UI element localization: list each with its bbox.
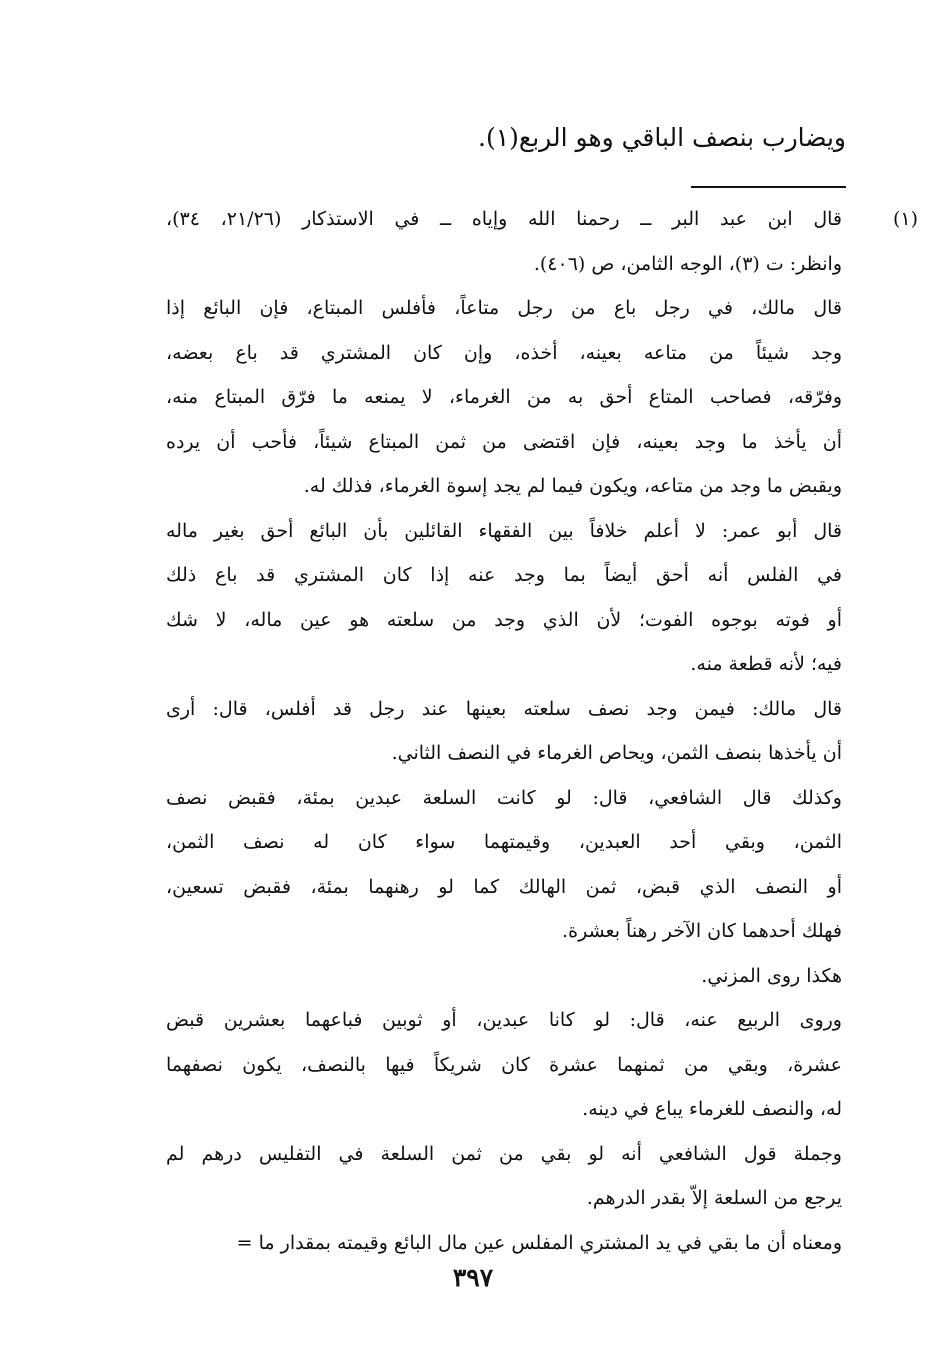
footnote-line: أو فوته بوجوه الفوت؛ لأن الذي وجد من سلعته هو عين ماله، لا شك (166, 608, 842, 631)
footnote-line: قال مالك: فيمن وجد نصف سلعته بعينها عند رجل قد أفلس، قال: أرى (166, 697, 842, 720)
footnote-block (166, 197, 918, 1265)
footnote-line: وفرّقه، فصاحب المتاع أحق به من الغرماء، لا يمنعه ما فرّق المبتاع منه، (166, 386, 842, 408)
footnote-line: وجد شيئاً من متاعه بعينه، أخذه، وإن كان المشتري قد باع بعضه، (166, 341, 842, 364)
footnote-line: فهلك أحدهما كان الآخر رهناً بعشرة. (562, 920, 842, 942)
footnote-line: في الفلس أنه أحق أيضاً بما وجد عنه إذا كان المشتري قد باع ذلك (166, 564, 842, 586)
footnote-line: وكذلك قال الشافعي، قال: لو كانت السلعة عبدين بمئة، فقبض نصف (166, 786, 842, 809)
footnote-line: ويقبض ما وجد من متاعه، ويكون فيما لم يجد إسوة الغرماء، فذلك له. (303, 475, 842, 497)
footnote-line: قال أبو عمر: لا أعلم خلافاً بين الفقهاء القائلين بأن البائع أحق بغير ماله (166, 519, 842, 542)
footnote-line: أن يأخذها بنصف الثمن، ويحاص الغرماء في النصف الثاني. (391, 742, 842, 764)
footnote-separator (691, 186, 846, 188)
footnote-line: له، والنصف للغرماء يباع في دينه. (582, 1098, 842, 1120)
footnote-line: أو النصف الذي قبض، ثمن الهالك كما لو رهنهما بمئة، فقبض تسعين، (166, 875, 842, 898)
footnote-line: وروى الربيع عنه، قال: لو كانا عبدين، أو ثوبين فباعهما بعشرين قبض (166, 1009, 842, 1031)
footnote-line: أن يأخذ ما وجد بعينه، فإن اقتضى من ثمن المبتاع شيئاً، فأحب أن يرده (166, 430, 842, 453)
footnote-line: عشرة، وبقي من ثمنهما عشرة كان شريكاً فيها بالنصف، يكون نصفهما (166, 1053, 842, 1076)
footnote-line: الثمن، وبقي أحد العبدين، وقيمتهما سواء كان له نصف الثمن، (166, 831, 842, 853)
footnote-line: ومعناه أن ما بقي في يد المشتري المفلس عين مال البائع وقيمته بمقدار ما = (236, 1231, 842, 1254)
footnote-line: قال مالك، في رجل باع من رجل متاعاً، فأفلس المبتاع، فإن البائع إذا (166, 297, 842, 319)
footnote-line: وانظر: ت (٣)، الوجه الثامن، ص (٤٠٦). (533, 252, 842, 275)
footnote-line: يرجع من السلعة إلاّ بقدر الدرهم. (586, 1187, 842, 1209)
main-text-line: ويضارب بنصف الباقي وهو الربع(١). (478, 123, 846, 152)
footnote-line: قال ابن عبد البر ــ رحمنا الله وإياه ــ في الاستذكار (٢١/٢٦، ٣٤)، (166, 208, 842, 230)
footnote-line: فيه؛ لأنه قطعة منه. (690, 653, 842, 675)
page-number: ٣٩٧ (452, 1263, 494, 1292)
footnote-marker: (١) (892, 208, 918, 230)
footnote-line: وجملة قول الشافعي أنه لو بقي من ثمن السلعة في التفليس درهم لم (166, 1142, 842, 1165)
footnote-line: هكذا روى المزني. (701, 964, 842, 987)
